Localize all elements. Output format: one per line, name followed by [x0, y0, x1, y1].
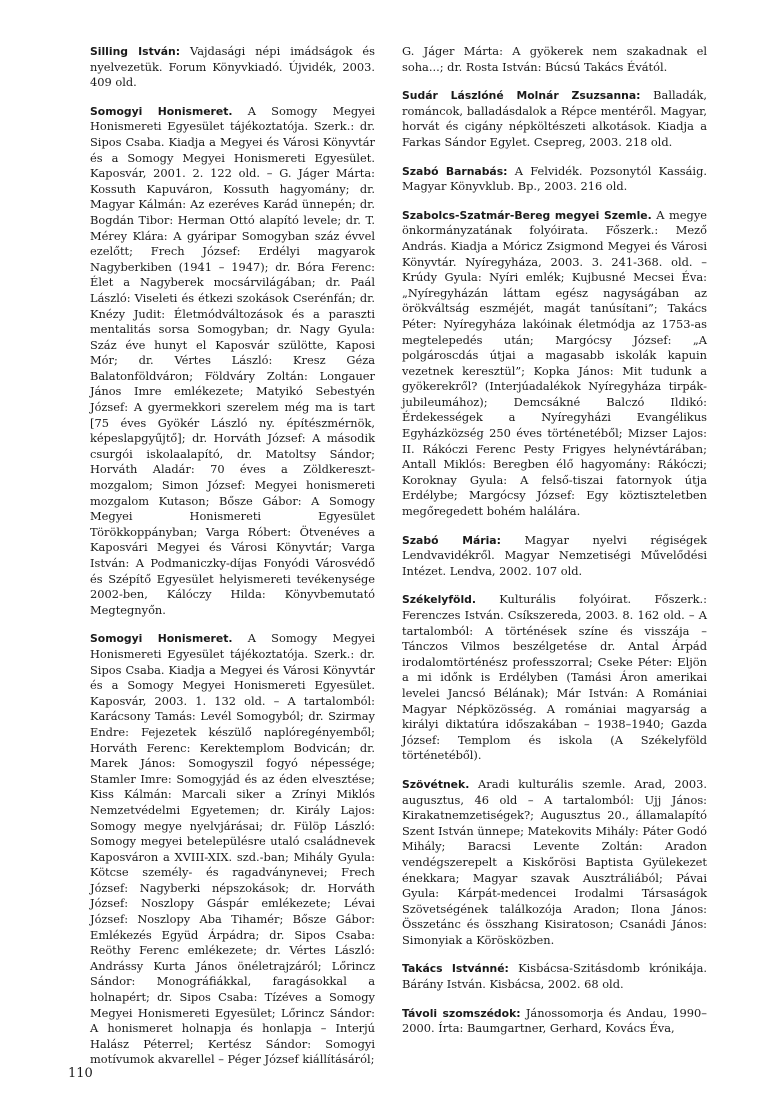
bibliography-entry [402, 1006, 707, 1037]
entry-heading: Somogyi Honismeret. [90, 632, 233, 646]
bibliography-entry [90, 631, 375, 1068]
bibliography-entry [402, 88, 707, 150]
entry-heading: Sudár Lászlóné Molnár Zsuzsanna: [402, 89, 641, 103]
bibliography-entry [402, 777, 707, 949]
entry-text: A Somogy Megyei Honismereti Egyesület tájékoztatója. Szerk.: dr. Sipos Csaba. Kiadja a Megyei és Városi Könyvtár és a Somogy Megyei Honismereti Egyesület. Kaposvár, 2001. 2. 122 old. – G. Jáger Márta: Kossuth Kapuváron, Kossuth hagyomány; dr. Magyar Kálmán: Az ezeréves Karád ünnepén; dr. Bogdán Tibor: Herman Ottó alapító levele; dr. T. Mérey Klára: A gyáripar Somogyban száz évvel ezelőtt; Frech József: Erdélyi magyarok Nagyberkiben (1941 – 1947); dr. Bóra Ferenc: Élet a Nagyberek mocsárvilágában; dr. Paál László: Viseleti és étkezi szokások Cserénfán; dr. Knézy Judit: Életmódváltozások és a paraszti mentalitás sorsa Somogyban; dr. Nagy Gyula: Száz éve hunyt el Kaposvár szülötte, Kaposi Mór; dr. Vértes László: Kresz Géza Balatonföldváron; Földváry Zoltán: Longauer János Imre emlékezete; Matyikó Sebestyén József: A gyermekkori szerelem még ma is tart [75 éves Gyökér László ny. építészmérnök, képeslapgyűjtő]; dr. Horváth József: A második csurgói iskolaalapító, dr. Matoltsy Sándor; Horváth Aladár: 70 éves a Zöldkereszt-mozgalom; Simon József: Megyei honismereti mozgalom Kutason; Bősze Gábor: A Somogy Megyei Honismereti Egyesület Törökkoppányban; Varga Róbert: Ötvenéves a Kaposvári Megyei és Városi Könyvtár; Varga István: A Podmaniczky-díjas Fonyódi Városvédő és Szépítő Egyesület helyismereti tevékenysége 2002-ben, Kálóczy Hilda: Könyvbemutató Megtegnyőn. [90, 103, 375, 617]
entry-heading: Szövétnek. [402, 777, 470, 791]
entry-heading: Távoli szomszédok: [402, 1006, 521, 1020]
entry-text: Aradi kulturális szemle. Arad, 2003. augusztus, 46 old – A tartalomból: Ujj János: Kirakatnemzetiségek?; Augusztus 20., államalapító Szent István ünnepe; Matekovits Mihály: Páter Godó Mihály; Baracsi Levente Zoltán: Aradon vendégszerepelt a Kiskőrösi Baptista Gyülekezet énekkara; Magyar szavak Ausztráliából; Pávai Gyula: Kárpát-medencei Irodalmi Társaságok Szövetségének találkozója Aradon; Ilona János: Összetánc és összhang Kisiratoson; Csanádi János: Simonyiak a Körösközben. [402, 776, 707, 947]
bibliography-entry [402, 961, 707, 992]
bibliography-entry [90, 44, 375, 91]
entry-text: A megye önkormányzatának folyóirata. Főszerk.: Mező András. Kiadja a Móricz Zsigmond Megyei és Városi Könyvtár. Nyíregyháza, 2003. 3. 241-368. old. – Krúdy Gyula: Nyíri emlék; Kujbusné Mecsei Éva: „Nyíregyházán láttam egész nagyságában az örökváltság eszméjét, magát tanúsítani”; Takács Péter: Nyíregyháza lakóinak életmódja az 1753-as megtelepedés után; Margócsy József: „A polgároscdás útjai a magasabb iskolák kapuin vezetnek keresztül”; Kopka János: Mit tudunk a gyökerekről? (Interjúadalékok Nyíregyháza tirpák-jubileumához); Demcsákné Balczó Ildikó: Érdekességek a Nyíregyházi Evangélikus Egyházközség 250 éves történetéből; Mizser Lajos: II. Rákóczi Ferenc Pesty Frigyes helynévtárában; Antall Miklós: Beregben élő hagyomány: Rákóczi; Koroknay Gyula: A felső-tiszai fatornyok útja Erdélybe; Margócsy József: Egy köztiszteletben megőregedett bohém halálára. [402, 207, 707, 519]
entry-text: Kisbácsa-Szitásdomb krónikája. Bárány István. Kisbácsa, 2002. 68 old. [402, 961, 707, 992]
left-column [90, 44, 375, 1081]
entry-text: Magyar nyelvi régiségek Lendvavidékről. Magyar Nemzetiségi Művelődési Intézet. Lendva, 2002. 107 old. [402, 532, 707, 578]
entry-heading: Szabó Mária: [402, 533, 501, 547]
entry-text: A Felvidék. Pozsonytól Kassáig. Magyar Könyvklub. Bp., 2003. 216 old. [402, 163, 707, 194]
right-column [402, 44, 707, 1050]
page-number: 110 [68, 1066, 93, 1081]
bibliography-entry [402, 44, 707, 75]
entry-heading: Szabó Barnabás: [402, 164, 508, 178]
bibliography-entry [402, 533, 707, 580]
entry-heading: Takács Istvánné: [402, 962, 509, 976]
bibliography-entry [402, 592, 707, 764]
entry-text: Vajdasági népi imádságok és nyelvezetük. Forum Könyvkiadó. Újvidék, 2003. 409 old. [90, 44, 376, 90]
bibliography-entry [90, 104, 375, 619]
entry-text: Balladák, románcok, balladásdalok a Répce mentéről. Magyar, horvát és cigány népköltészeti alkotások. Kiadja a Farkas Sándor Egylet. Csepreg, 2003. 218 old. [402, 88, 707, 149]
entry-heading: Székelyföld. [402, 593, 476, 607]
entry-heading: Szabolcs-Szatmár-Bereg megyei Szemle. [402, 208, 652, 222]
bibliography-entry [402, 164, 707, 195]
entry-heading: Somogyi Honismeret. [90, 104, 233, 118]
entry-text: G. Jáger Márta: A gyökerek nem szakadnak el soha...; dr. Rosta István: Búcsú Takács Évától. [402, 44, 707, 74]
bibliography-entry [402, 208, 707, 520]
entry-heading: Silling István: [90, 45, 181, 58]
entry-text: A Somogy Megyei Honismereti Egyesület tájékoztatója. Szerk.: dr. Sipos Csaba. Kiadja a Megyei és Városi Könyvtár és a Somogy Megyei Honismereti Egyesület. Kaposvár, 2003. 1. 132 old. – A tartalomból: Karácsony Tamás: Levél Somogyból; dr. Szirmay Endre: Fejezetek készülő naplóregényemből; Horváth Ferenc: Kerektemplom Bodvicán; dr. Marek János: Somogyszil fogyó népessége; Stamler Imre: Somogyjád és az éden elvesztése; Kiss Kálmán: Marcali siker a Zrínyi Miklós Nemzetvédelmi Egyetemen; dr. Király Lajos: Somogy megye nyelvjárásai; dr. Fülöp László: Somogy megyei betelepülésre utaló családnevek Kaposváron a XVIII-XIX. szd.-ban; Mihály Gyula: Kötcse személy- és ragadványnevei; Frech József: Nagyberki népszokások; dr. Horváth József: Noszlopy Gáspár emlékezete; Lévai József: Noszlopy Aba Tihamér; Bősze Gábor: Emlékezés Együd Árpádra; dr. Sipos Csaba: Reöthy Ferenc emlékezete; dr. Vértes László: Andrássy Kurta János önéletrajzáról; Lőrincz Sándor: Monográfiákkal, faragásokkal a holnapért; dr. Sipos Csaba: Tízéves a Somogy Megyei Honismereti Egyesület; Lőrincz Sándor: A honismeret holnapja és honlapja – Interjú Halász Péterrel; Kertész Sándor: Somogyi motívumok akvarellel – Péger József kiállításáról; [90, 631, 375, 1067]
entry-text: Kulturális folyóirat. Főszerk.: Ferenczes István. Csíkszereda, 2003. 8. 162 old. – A tartalomból: A történések színe és visszája – Tánczos Vilmos beszélgetése dr. Antal Árpád irodalomtörténész professzorral; Cseke Péter: Eljön a mi időnk is Erdélyben (Tamási Áron amerikai levelei Jancsó Bélának); Már István: A Romániai Magyar Népközösség. A romániai magyarság a királyi diktatúra időszakában – 1938–1940; Gazda József: Templom és iskola (A Székelyföld történetéből). [402, 592, 707, 763]
entry-text: Jánossomorja és Andau, 1990–2000. Írta: Baumgartner, Gerhard, Kovács Éva, [402, 1005, 707, 1036]
